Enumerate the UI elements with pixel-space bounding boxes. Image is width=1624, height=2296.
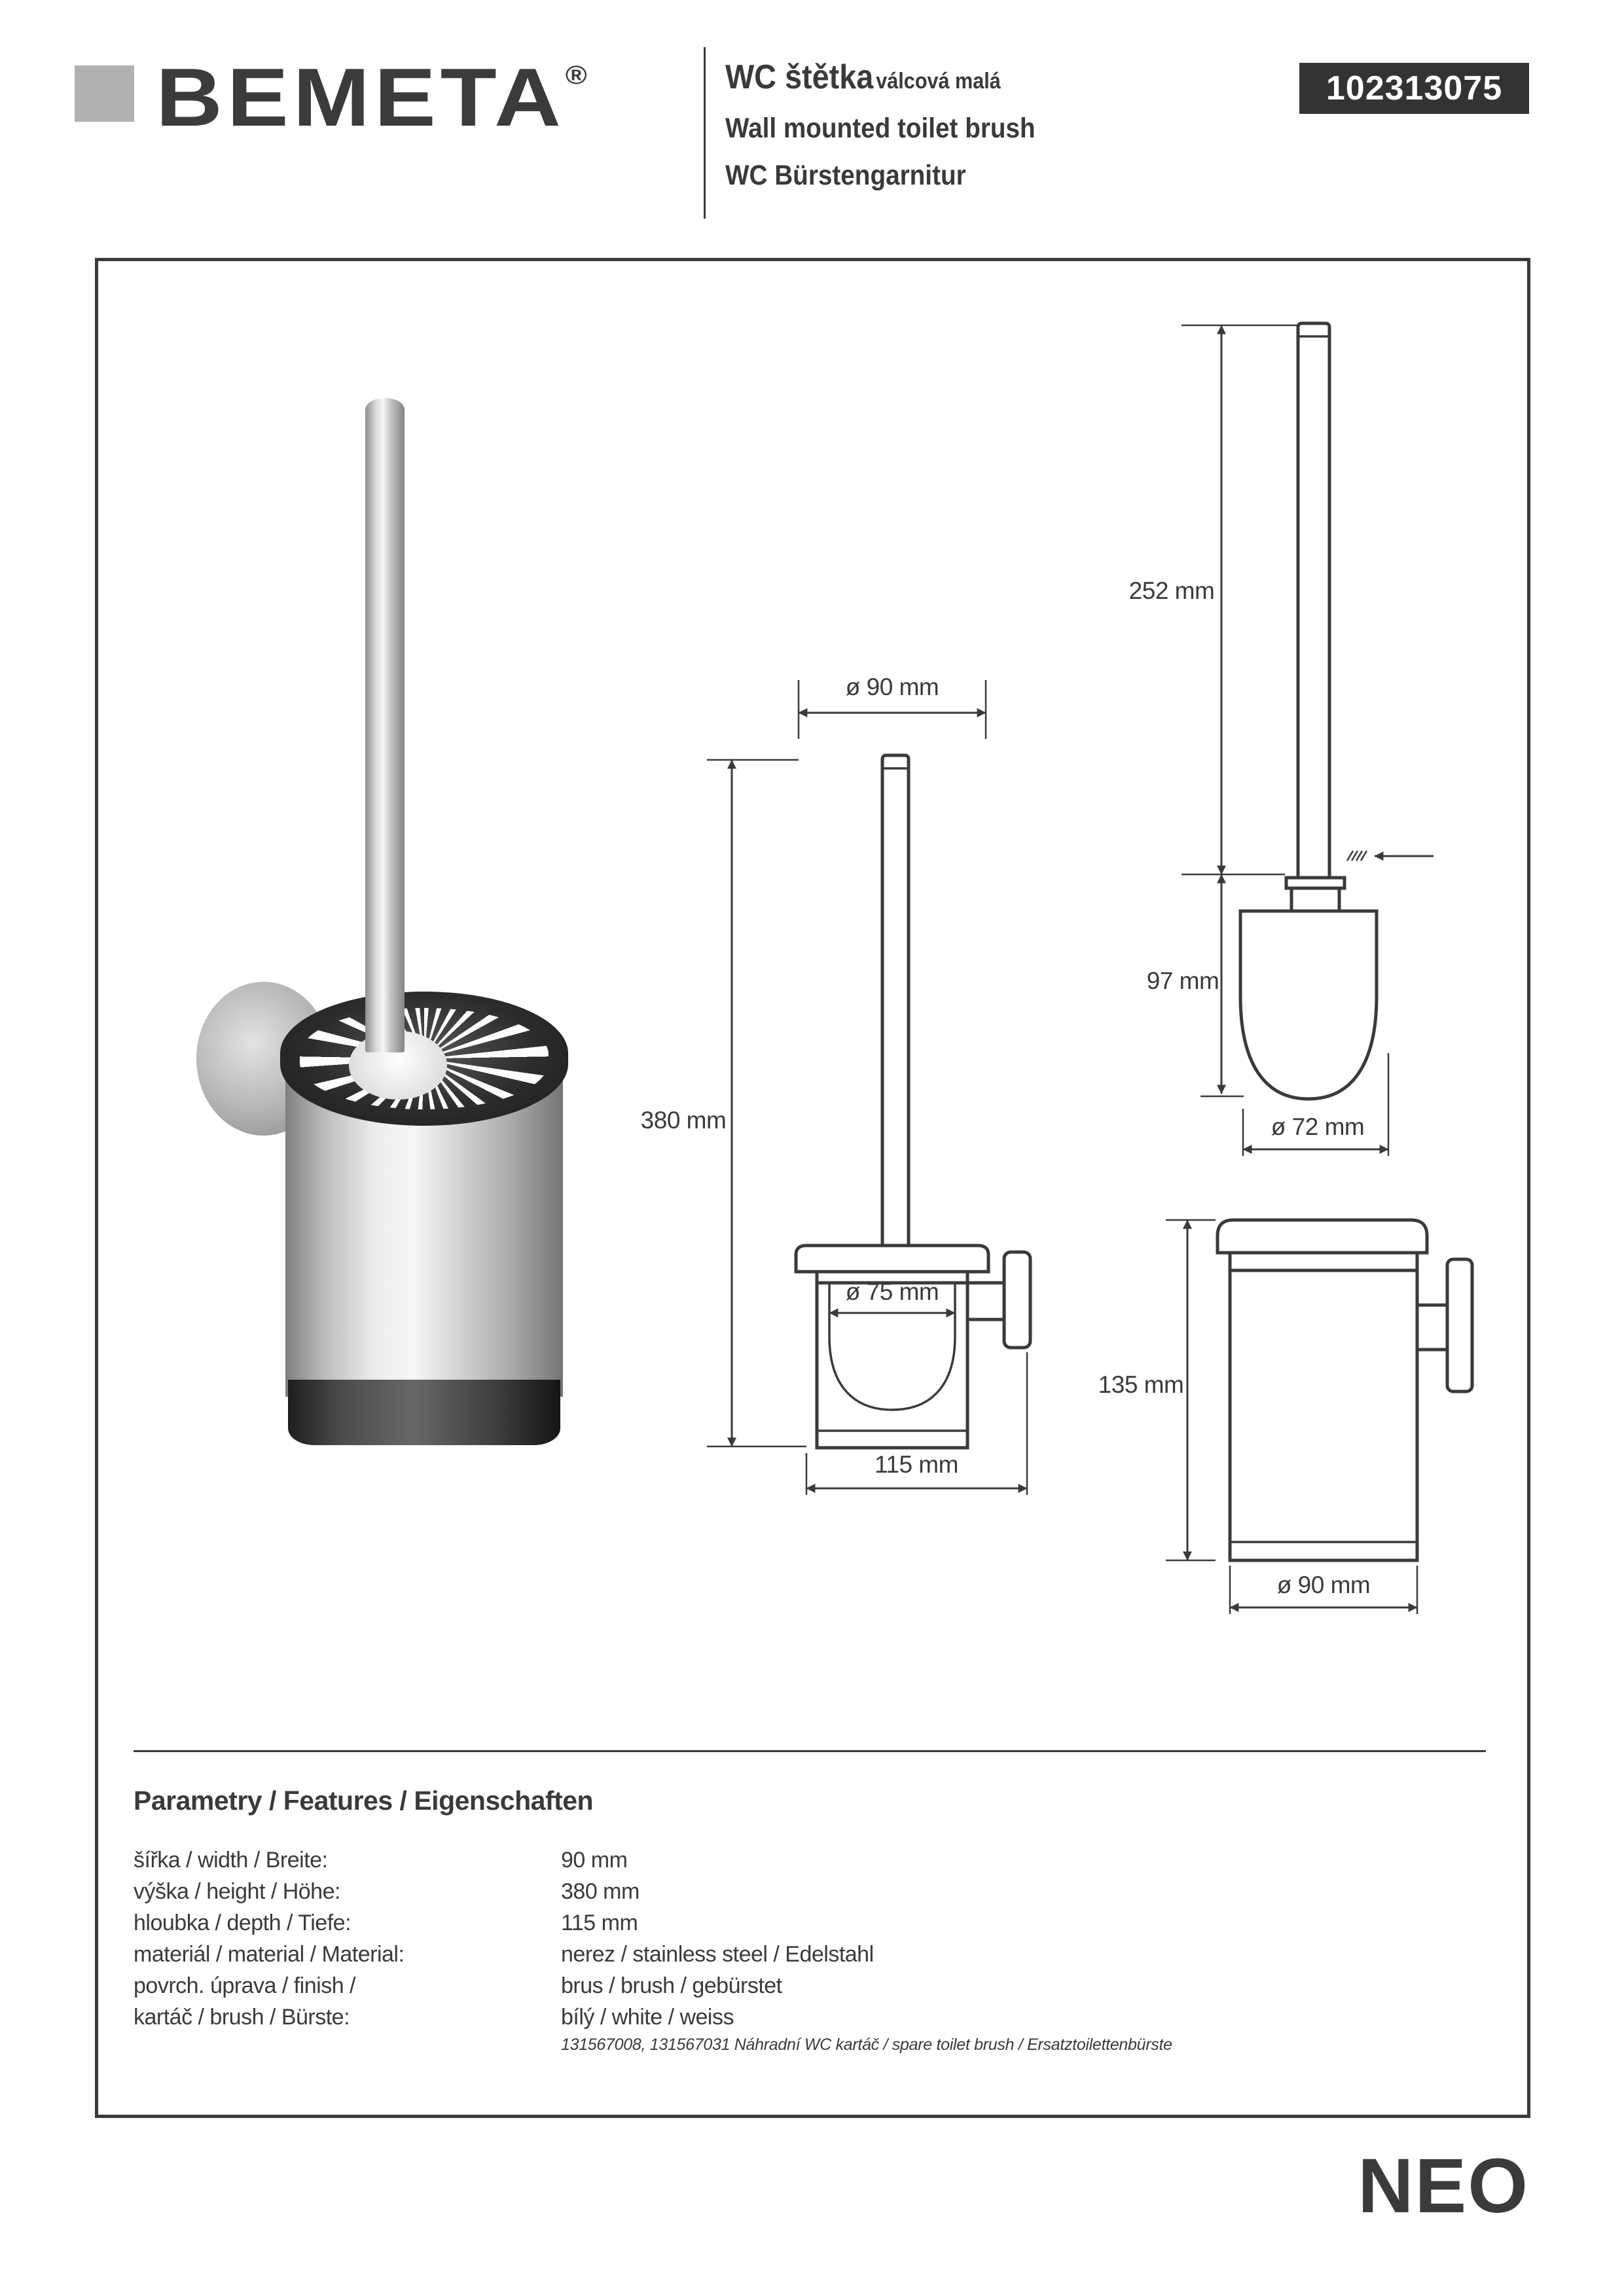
parameters-table	[134, 1844, 1377, 2033]
param-label-height: výška / height / Höhe:	[134, 1878, 340, 1904]
technical-drawings	[95, 258, 1530, 1752]
dim-label-front-inner-diameter: ø 75 mm	[845, 1278, 939, 1305]
param-label-material: materiál / material / Material:	[134, 1941, 405, 1967]
param-label-brush: kartáč / brush / Bürste:	[134, 2004, 350, 2030]
table-row	[134, 1907, 1377, 1939]
table-row	[134, 1970, 1377, 2001]
clip-detail	[1347, 851, 1434, 861]
brush-view-drawing	[1129, 323, 1434, 1156]
table-row	[134, 1844, 1377, 1876]
front-view-drawing	[641, 673, 1030, 1495]
dim-label-holder-height: 135 mm	[1098, 1371, 1184, 1398]
logo-square-icon	[75, 65, 134, 122]
brand-text: BEMETA	[156, 51, 566, 143]
product-title-en: Wall mounted toilet brush	[725, 113, 1036, 144]
dim-label-brush-head-height: 97 mm	[1146, 967, 1219, 994]
product-title-de: WC Bürstengarnitur	[725, 160, 966, 191]
spare-brush-note: 131567008, 131567031 Náhradní WC kartáč / spare toilet brush / Ersatztoilettenbürste	[561, 2036, 1172, 2054]
param-value-material: nerez / stainless steel / Edelstahl	[561, 1941, 874, 1967]
param-label-width: šířka / width / Breite:	[134, 1847, 328, 1873]
dim-label-front-depth: 115 mm	[875, 1451, 958, 1478]
parameters-divider	[134, 1750, 1486, 1752]
param-value-brush: bílý / white / weiss	[561, 2004, 734, 2030]
dim-label-front-height: 380 mm	[640, 1107, 727, 1134]
param-label-depth: hloubka / depth / Tiefe:	[134, 1910, 352, 1935]
table-row	[134, 2001, 1377, 2033]
param-value-finish: brus / brush / gebürstet	[561, 1973, 782, 1998]
product-title-cs	[725, 58, 1001, 97]
registered-mark: ®	[565, 61, 587, 90]
series-name: NEO	[1358, 2143, 1529, 2229]
table-row	[134, 1939, 1377, 1970]
product-title-cs-main: WC štětka	[725, 58, 874, 96]
dim-label-brush-head-diameter: ø 72 mm	[1271, 1113, 1365, 1140]
param-value-depth: 115 mm	[561, 1910, 638, 1935]
dim-label-holder-diameter: ø 90 mm	[1276, 1571, 1371, 1598]
parameters-heading: Parametry / Features / Eigenschaften	[134, 1785, 594, 1816]
product-code-badge	[1299, 63, 1529, 114]
dim-label-brush-handle-length: 252 mm	[1128, 577, 1215, 604]
product-code: 102313075	[1326, 69, 1503, 107]
dim-label-front-top-diameter: ø 90 mm	[845, 673, 939, 700]
table-row	[134, 1876, 1377, 1907]
holder-view-drawing	[1098, 1220, 1472, 1614]
param-label-finish: povrch. úprava / finish /	[134, 1973, 356, 1998]
product-title-cs-sub: válcová malá	[876, 69, 1001, 94]
param-value-width: 90 mm	[561, 1847, 628, 1873]
header-divider	[704, 47, 706, 219]
param-value-height: 380 mm	[561, 1878, 640, 1904]
brand-logo	[156, 50, 587, 145]
